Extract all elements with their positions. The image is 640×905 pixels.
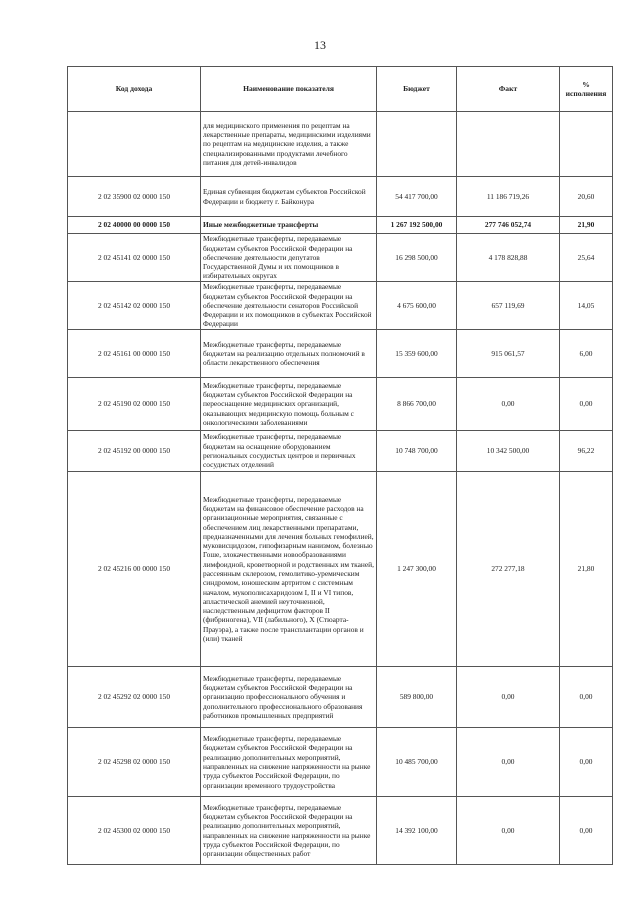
row-fact: 277 746 052,74: [457, 217, 560, 234]
row-name: Иные межбюджетные трансферты: [201, 217, 377, 234]
row-percent: 0,00: [560, 378, 613, 431]
row-code: [68, 112, 201, 177]
row-percent: 25,64: [560, 234, 613, 282]
row-fact: 915 061,57: [457, 330, 560, 378]
table-header-row: [68, 67, 613, 112]
row-percent: 14,05: [560, 282, 613, 330]
table-row: [68, 667, 613, 728]
row-budget: 1 267 192 500,00: [377, 217, 457, 234]
row-budget: 10 748 700,00: [377, 431, 457, 472]
row-budget: 10 485 700,00: [377, 728, 457, 797]
row-code: 2 02 45142 02 0000 150: [68, 282, 201, 330]
header-name: Наименование показателя: [201, 67, 377, 112]
revenue-table: [67, 66, 613, 865]
row-name: Межбюджетные трансферты, передаваемые бюджетам субъектов Российской Федерации на реализацию дополнительных мероприятий, направленных на снижение напряженности на рынке труда субъектов Российской Федерации, по организации временного трудоустройства: [201, 728, 377, 797]
row-fact: 272 277,18: [457, 472, 560, 667]
row-code: 2 02 45190 02 0000 150: [68, 378, 201, 431]
table-row: [68, 797, 613, 865]
table-row: [68, 330, 613, 378]
row-budget: 15 359 600,00: [377, 330, 457, 378]
row-budget: 16 298 500,00: [377, 234, 457, 282]
row-name: Единая субвенция бюджетам субъектов Российской Федерации и бюджету г. Байконура: [201, 177, 377, 217]
header-code: Код дохода: [68, 67, 201, 112]
row-name: Межбюджетные трансферты, передаваемые бюджетам на оснащение оборудованием региональных сосудистых центров и первичных сосудистых отделений: [201, 431, 377, 472]
row-code: 2 02 45292 02 0000 150: [68, 667, 201, 728]
table-row: [68, 177, 613, 217]
row-budget: 589 800,00: [377, 667, 457, 728]
row-budget: [377, 112, 457, 177]
table-row: [68, 431, 613, 472]
table-row: [68, 234, 613, 282]
row-name: Межбюджетные трансферты, передаваемые бюджетам субъектов Российской Федерации на обеспечение деятельности депутатов Государственной Думы и их помощников в избирательных округах: [201, 234, 377, 282]
row-code: 2 02 45298 02 0000 150: [68, 728, 201, 797]
row-budget: 14 392 100,00: [377, 797, 457, 865]
row-name: Межбюджетные трансферты, передаваемые бюджетам на финансовое обеспечение расходов на организационные мероприятия, связанные с обеспечением лиц лекарственными препаратами, предназначенными для лечения больных гемофилией, муковисцидозом, гипофизарным нанизмом, болезнью Гоше, злокачественными новообразованиями лимфоидной, кроветворной и родственных им тканей, рассеянным склерозом, гемолитико-уремическим синдромом, юношеским артритом с системным началом, мукополисахаридозом I, II и VI типов, апластической анемией неуточненной, наследственным дефицитом факторов II (фибриногена), VII (лабильного), X (Стюарта-Прауэра), а также после трансплантации органов и (или) тканей: [201, 472, 377, 667]
row-budget: 1 247 300,00: [377, 472, 457, 667]
row-fact: 4 178 828,88: [457, 234, 560, 282]
row-fact: 11 186 719,26: [457, 177, 560, 217]
row-name: Межбюджетные трансферты, передаваемые бюджетам субъектов Российской Федерации на переоснащение медицинских организаций, оказывающих медицинскую помощь больным с онкологическими заболеваниями: [201, 378, 377, 431]
table-row: [68, 378, 613, 431]
row-fact: 0,00: [457, 667, 560, 728]
row-percent: 96,22: [560, 431, 613, 472]
row-budget: 4 675 600,00: [377, 282, 457, 330]
header-fact: Факт: [457, 67, 560, 112]
table-row: [68, 472, 613, 667]
row-percent: 0,00: [560, 797, 613, 865]
row-percent: [560, 112, 613, 177]
row-name: Межбюджетные трансферты, передаваемые бюджетам субъектов Российской Федерации на обеспечение деятельности сенаторов Российской Федерации и их помощников в субъектах Российской Федерации: [201, 282, 377, 330]
row-percent: 21,80: [560, 472, 613, 667]
row-percent: 0,00: [560, 728, 613, 797]
row-name: Межбюджетные трансферты, передаваемые бюджетам субъектов Российской Федерации на реализацию дополнительных мероприятий, направленных на снижение напряженности на рынке труда субъектов Российской Федерации, по организации общественных работ: [201, 797, 377, 865]
row-percent: 21,90: [560, 217, 613, 234]
table-row: [68, 282, 613, 330]
row-fact: 0,00: [457, 797, 560, 865]
row-code: 2 02 45161 00 0000 150: [68, 330, 201, 378]
row-fact: [457, 112, 560, 177]
row-name: для медицинского применения по рецептам на лекарственные препараты, медицинскими изделиями по рецептам на медицинские изделия, а также специализированными продуктами лечебного питания для детей-инвалидов: [201, 112, 377, 177]
row-code: 2 02 40000 00 0000 150: [68, 217, 201, 234]
row-fact: 657 119,69: [457, 282, 560, 330]
header-percent: % исполнения: [560, 67, 613, 112]
row-code: 2 02 35900 02 0000 150: [68, 177, 201, 217]
table-row: [68, 112, 613, 177]
row-percent: 20,60: [560, 177, 613, 217]
row-code: 2 02 45300 02 0000 150: [68, 797, 201, 865]
row-budget: 54 417 700,00: [377, 177, 457, 217]
row-budget: 8 866 700,00: [377, 378, 457, 431]
table-row: [68, 217, 613, 234]
row-code: 2 02 45192 00 0000 150: [68, 431, 201, 472]
row-name: Межбюджетные трансферты, передаваемые бюджетам субъектов Российской Федерации на организацию профессионального обучения и дополнительного профессионального образования работников промышленных предприятий: [201, 667, 377, 728]
row-percent: 6,00: [560, 330, 613, 378]
row-code: 2 02 45141 02 0000 150: [68, 234, 201, 282]
row-code: 2 02 45216 00 0000 150: [68, 472, 201, 667]
table-row: [68, 728, 613, 797]
row-name: Межбюджетные трансферты, передаваемые бюджетам на реализацию отдельных полномочий в области лекарственного обеспечения: [201, 330, 377, 378]
header-budget: Бюджет: [377, 67, 457, 112]
row-fact: 0,00: [457, 728, 560, 797]
row-percent: 0,00: [560, 667, 613, 728]
page-number: 13: [314, 38, 326, 52]
row-fact: 10 342 500,00: [457, 431, 560, 472]
row-fact: 0,00: [457, 378, 560, 431]
